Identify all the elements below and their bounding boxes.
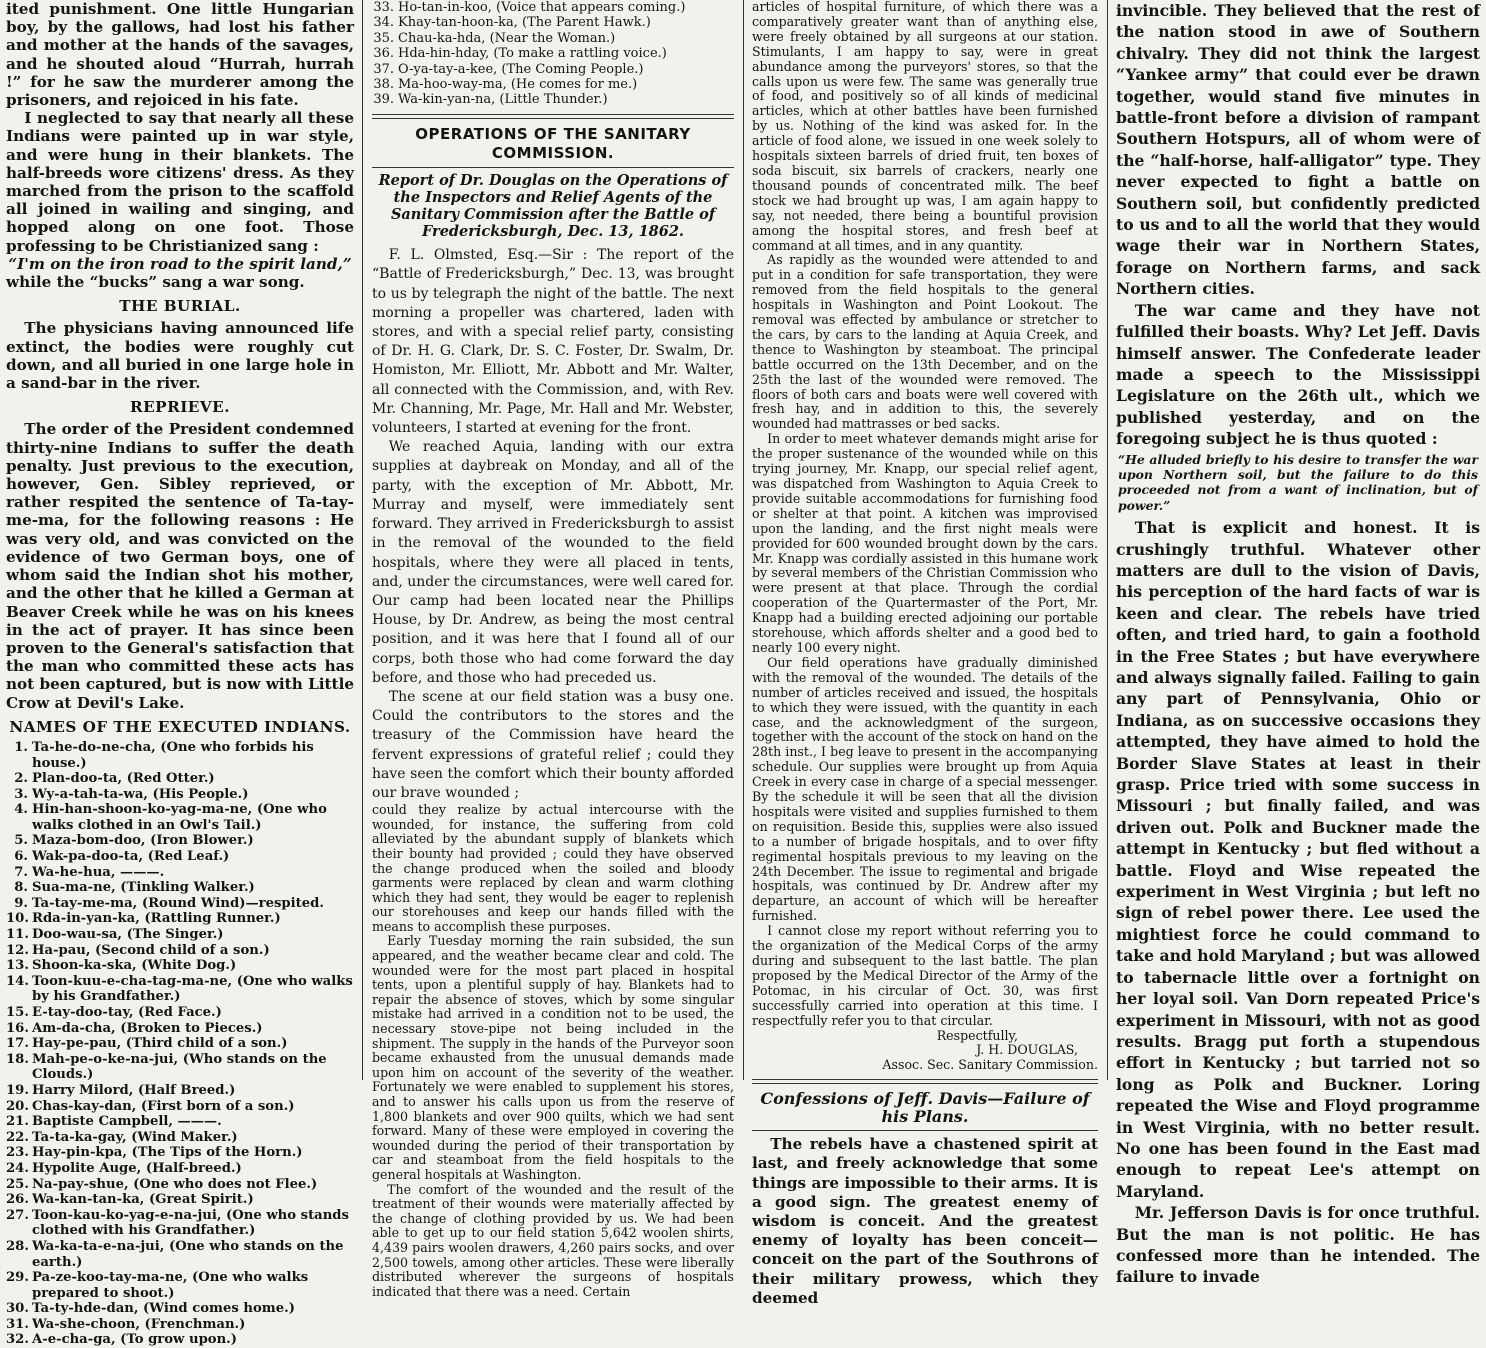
name-entry-text: Hay-pe-pau, (Third child of a son.) [32, 1036, 288, 1052]
name-entry-number: 18. [6, 1051, 29, 1067]
name-entry-number: 14. [6, 973, 29, 989]
name-entry [372, 62, 734, 77]
name-entry-text: Harry Milord, (Half Breed.) [32, 1082, 236, 1098]
name-entry-number: 36. [373, 46, 394, 62]
name-entry [6, 1052, 354, 1083]
name-entry [6, 958, 354, 974]
davis-text: The rebels have a chastened spirit at last, and freely acknowledge that some things are impossible to their arms. It is a good sign. The greatest enemy of wisdom is conceit. And the greatest enemy of loyalty has been conceit—conceit on the part of the Southrons of their military prowess, which they deemed [752, 1135, 1098, 1307]
signer: J. H. DOUGLAS, [976, 1042, 1078, 1058]
reprieve-heading: REPRIEVE. [129, 398, 231, 417]
name-entry [6, 787, 354, 803]
section-rule [752, 1130, 1098, 1131]
name-entry-text: Chau-ka-hda, (Near the Woman.) [398, 30, 616, 46]
name-entry-number: 4. [14, 802, 28, 818]
name-entry-text: Rda-in-yan-ka, (Rattling Runner.) [32, 911, 281, 927]
name-entry-number: 32. [6, 1332, 29, 1348]
name-entry-number: 1. [14, 739, 28, 755]
name-entry-number: 3. [14, 786, 28, 802]
name-entry [372, 92, 734, 107]
name-entry [6, 740, 354, 771]
name-entry-number: 35. [373, 30, 394, 46]
name-entry [6, 833, 354, 849]
name-entry-number: 5. [14, 833, 28, 849]
names-heading: NAMES OF THE EXECUTED INDIANS. [9, 717, 351, 736]
name-entry-text: Ta-he-do-ne-cha, (One who forbids his house.) [32, 739, 314, 771]
column-rule [362, 0, 363, 1080]
name-entry-number: 24. [6, 1160, 29, 1176]
name-entry-text: Shoon-ka-ska, (White Dog.) [32, 958, 237, 974]
name-entry-text: Ta-ty-hde-dan, (Wind comes home.) [32, 1301, 295, 1317]
name-entry-number: 20. [6, 1098, 29, 1114]
col1-song: “I'm on the iron road to the spirit land,” [8, 254, 352, 273]
section-rule [752, 1079, 1098, 1084]
name-entry-text: Ta-ta-ka-gay, (Wind Maker.) [32, 1129, 238, 1145]
name-entry-text: Maza-bom-doo, (Iron Blower.) [32, 833, 254, 849]
col1-song-after: while the “bucks” sang a war song. [6, 273, 305, 292]
name-entry [6, 1021, 354, 1037]
col1-paragraph-2: I neglected to say that nearly all these Indians were painted up in war style, and were hung in their blankets. The half-breeds wore citizens' dress. As they marched from the prison to the scaffold all joined in wailing and singing, and hopped along on one foot. Those professing to be Christianized sang : [6, 109, 354, 255]
name-entry [6, 1130, 354, 1146]
col2-small-paragraph-2: Early Tuesday morning the rain subsided, the sun appeared, and the weather became clear and cold. The wounded were for the most part placed in hospital tents, upon a plentiful supply of hay. Blankets had to repair the absence of stoves, which by some singular mistake had arrived in a condition not to be used, the necessary stove-pipe not being included in the shipment. The supply in the hands of the Purveyor soon became exhausted from the unusual demands made upon him on account of the severity of the weather. Fortunately we were enabled to supplement his stores, and to answer his calls upon us from the reserve of 1,800 blankets and over 900 quilts, which we had sent forward. Many of these were employed in covering the wounded during the period of their transportation by car and steamboat from the field hospitals to the general hospitals at Washington. [372, 933, 734, 1182]
name-entry [6, 1192, 354, 1208]
name-entry-number: 39. [373, 92, 394, 108]
col2-paragraph-2: We reached Aquia, landing with our extra supplies at daybreak on Monday, and all of the party, with the exception of Mr. Abbott, Mr. Murray and myself, were immediately sent forward. They arrived in Fredericksburgh to assist in the removal of the wounded to the field hospitals, where they were all placed in tents, and, under the circumstances, were well cared for. Our camp had been located near the Phillips House, by Dr. Andrew, as being the most central position, and it was here that I found all of our corps, both those who had come forward the day before, and those who had preceded us. [372, 439, 734, 686]
name-entry-text: Wa-ka-ta-e-na-jui, (One who stands on the earth.) [32, 1238, 344, 1270]
name-entry [6, 1161, 354, 1177]
name-entry-text: A-e-cha-ga, (To grow upon.) [32, 1332, 238, 1348]
name-entry [6, 771, 354, 787]
burial-text: The physicians having announced life extinct, the bodies were roughly cut down, and all buried in one large hole in a sand-bar in the river. [6, 319, 354, 393]
name-entry [6, 1145, 354, 1161]
name-entry-text: Khay-tan-hoon-ka, (The Parent Hawk.) [398, 15, 651, 31]
name-entry-text: Wa-kan-tan-ka, (Great Spirit.) [32, 1192, 254, 1208]
name-entry-number: 8. [14, 880, 28, 896]
name-entry-text: Baptiste Campbell, ———. [32, 1114, 222, 1130]
name-entry [372, 77, 734, 92]
name-entry-number: 29. [6, 1270, 29, 1286]
col2-paragraph-3: The scene at our field station was a busy one. Could the contributors to the stores and the treasury of the Commission have heard the fervent expressions of grateful relief ; could they have seen the comfort which their bounty afforded our brave wounded ; [372, 688, 734, 801]
name-entry [372, 31, 734, 46]
column-4 [1110, 0, 1486, 1287]
col4-paragraph-2: The war came and they have not fulfilled their boasts. Why? Let Jeff. Davis himself answer. The Confederate leader made a speech to the Mississippi Legislature on the 26th ult., which we published yesterday, and on the foregoing subject he is thus quoted : [1116, 300, 1480, 449]
name-entry [6, 1036, 354, 1052]
name-entry-number: 12. [6, 942, 29, 958]
name-entry-number: 10. [6, 911, 29, 927]
name-entry [6, 1177, 354, 1193]
col3-paragraph-5: I cannot close my report without referring you to the organization of the Medical Corps of the army during and subsequent to the last battle. The plan proposed by the Medical Director of the Army of the Potomac, in his circular of Oct. 30, was first successfully carried into operation at this time. I respectfully refer you to that circular. [752, 923, 1098, 1028]
burial-heading: THE BURIAL. [119, 297, 241, 316]
col3-paragraph-2: As rapidly as the wounded were attended to and put in a condition for safe transportation, they were removed from the field hospitals to the general hospitals in Washington and Point Lookout. The removal was effected by ambulance or stretcher to the cars, by cars to the landing at Aquia Creek, and thence to Washington by steamboat. The principal battle occurred on the 13th December, and on the 25th the last of the wounded were removed. The floors of both cars and boats were well covered with fresh hay, and in addition to this, the severely wounded had mattrasses or bed sacks. [752, 252, 1098, 432]
section-rule [372, 167, 734, 168]
name-entry [6, 1099, 354, 1115]
name-entry-text: Wa-kin-yan-na, (Little Thunder.) [398, 92, 608, 108]
davis-quote: “He alluded briefly to his desire to transfer the war upon Northern soil, but the failure to do this proceeded not from a want of inclination, but of power.” [1118, 451, 1478, 513]
col3-paragraph-3: In order to meet whatever demands might arise for the proper sustenance of the wounded while on this trying journey, Mr. Knapp, our special relief agent, was dispatched from Washington to Aquia Creek to provide suitable accommodations for furnishing food or shelter at that point. A kitchen was improvised upon the landing, and the first night meals were provided for 600 wounded brought down by the cars. Mr. Knapp was cordially assisted in this humane work by several members of the Christian Commission who were present at that place. Through the cordial cooperation of the Quartermaster of the Port, Mr. Knapp had a building erected adjoining our portable storehouse, which affords shelter and a good bed to nearly 100 every night. [752, 431, 1098, 655]
col4-paragraph-3: That is explicit and honest. It is crushingly truthful. Whatever other matters are dull to the vision of Davis, his perception of the hard facts of war is keen and clear. The rebels have tried often, and tried hard, to gain a foothold in the Free States ; but have everywhere and always signally failed. Failing to gain any part of Pennsylvania, Ohio or Indiana, as on successive occasions they attempted, they have aimed to hold the Border Slave States at least in their grasp. Price tried with some success in Missouri ; but finally failed, and was driven out. Polk and Buckner made the attempt in Kentucky ; but fled without a battle. Floyd and Wise repeated the experiment in West Virginia ; but left no sign of rebel power there. Lee used the mightiest force he could command to take and hold Maryland ; but was allowed to tabernacle little over a fortnight on her loyal soil. Van Dorn repeated Price's experiment in Missouri, with not as good results. Bragg put forth a stupendous effort in Kentucky ; but tarried not so long as Polk and Buckner. Loring repeated the Wise and Floyd programme in West Virginia, with no better result. No one has been found in the East mad enough to repeat Lee's attempt on Maryland. [1116, 518, 1480, 1201]
name-entry-text: Ta-tay-me-ma, (Round Wind)—respited. [32, 895, 324, 911]
name-entry [6, 865, 354, 881]
name-entry-text: Chas-kay-dan, (First born of a son.) [32, 1098, 295, 1114]
name-entry-text: Hin-han-shoon-ko-yag-ma-ne, (One who walks clothed in an Owl's Tail.) [32, 802, 327, 833]
name-entry-text: Ha-pau, (Second child of a son.) [32, 942, 270, 958]
name-entry-number: 31. [6, 1316, 29, 1332]
name-entry [6, 1332, 354, 1348]
executed-names-list-continued [372, 0, 734, 108]
name-entry-text: O-ya-tay-a-kee, (The Coming People.) [398, 61, 644, 77]
name-entry-text: E-tay-doo-tay, (Red Face.) [32, 1005, 222, 1021]
name-entry [6, 1301, 354, 1317]
name-entry-text: Hypolite Auge, (Half-breed.) [32, 1160, 242, 1176]
name-entry-text: Plan-doo-ta, (Red Otter.) [32, 771, 215, 787]
name-entry-number: 21. [6, 1114, 29, 1130]
name-entry-text: Sua-ma-ne, (Tinkling Walker.) [32, 880, 255, 896]
name-entry-text: Toon-kuu-e-cha-tag-ma-ne, (One who walks by his Grandfather.) [32, 973, 353, 1005]
reprieve-text: The order of the President condemned thirty-nine Indians to suffer the death penalty. Just previous to the execution, however, Gen. Sibley reprieved, or rather respited the sentence of Ta-tay-me-ma, for the following reasons : He was very old, and was convicted on the evidence of two German boys, one of whom said the Indian shot his mother, and the other that he killed a German at Beaver Creek while he was on his knees in the act of prayer. It has since been proven to the General's satisfaction that the man who committed these acts has not been captured, but is now with Little Crow at Devil's Lake. [6, 420, 354, 712]
name-entry-text: Hay-pin-kpa, (The Tips of the Horn.) [32, 1145, 303, 1161]
column-2 [366, 0, 740, 1299]
column-rule [1107, 0, 1108, 1080]
name-entry [6, 1083, 354, 1099]
name-entry-number: 26. [6, 1192, 29, 1208]
name-entry-number: 13. [6, 958, 29, 974]
col2-paragraph-1: F. L. Olmsted, Esq.—Sir : The report of the “Battle of Fredericksburgh,” Dec. 13, was brought to us by telegraph the night of the battle. The next morning a propeller was chartered, laden with stores, and with a special relief party, consisting of Dr. H. G. Clark, Dr. S. C. Foster, Dr. Swalm, Dr. Homiston, Mr. Elliott, Mr. Abbott and Mr. Walter, all connected with the Commission, and, with Rev. Mr. Channing, Mr. Page, Mr. Hall and Mr. Webster, volunteers, I started at evening for the front. [372, 247, 734, 437]
name-entry [6, 1005, 354, 1021]
name-entry-number: 22. [6, 1129, 29, 1145]
name-entry-number: 33. [373, 0, 394, 15]
name-entry-text: Na-pay-shue, (One who does not Flee.) [32, 1176, 318, 1192]
name-entry-text: Toon-kau-ko-yag-e-na-jui, (One who stands clothed with his Grandfather.) [32, 1207, 349, 1239]
col2-small-paragraph-1: could they realize by actual intercourse with the wounded, for instance, the suffering from cold alleviated by the abundant supply of blankets which their bounty had provided ; could they have observed the change produced when the soiled and bloody garments were replaced by clean and warm clothing which they had sent, they would be eager to replenish our storehouses and keep our hands filled with the means to accomplish these purposes. [372, 802, 734, 934]
name-entry-text: Wy-a-tah-ta-wa, (His People.) [32, 786, 249, 802]
executed-names-list [6, 740, 354, 1348]
section-rule [372, 114, 734, 119]
col1-paragraph-1: ited punishment. One little Hungarian boy, by the gallows, had lost his father and mother at the hands of the savages, and he shouted aloud “Hurrah, hurrah !” for he saw the murderer among the prisoners, and rejoiced in his fate. [6, 0, 354, 110]
name-entry [6, 1270, 354, 1301]
col4-paragraph-4: Mr. Jefferson Davis is for once truthful. But the man is not politic. He has confessed more than he intended. The failure to invade [1116, 1203, 1480, 1287]
name-entry-number: 11. [6, 927, 29, 943]
name-entry [6, 1239, 354, 1270]
column-3 [746, 0, 1104, 1307]
name-entry-number: 2. [14, 771, 28, 787]
col3-paragraph-1: articles of hospital furniture, of which there was a comparatively greater want than of anything else, were freely obtained by all surgeons at our station. Stimulants, I am happy to say, were in great abundance among the purveyors' stores, so that the calls upon us were few. The same was generally true of food, and positively so of all kinds of medicinal articles, which at other battles have been furnished by us. Nothing of the kind was asked for. In the article of food alone, we issued in one week solely to hospitals sixteen barrels of dried fruit, ten boxes of soda biscuit, six barrels of crackers, nearly one thousand pounds of concentrated milk. The beef stock we had brought up was, I am again happy to say, not needed, there being a bountiful provision among the hospital stores, and fresh beef at command at all times, and in any quantity. [752, 0, 1098, 253]
name-entry-number: 37. [373, 61, 394, 77]
name-entry-number: 25. [6, 1176, 29, 1192]
column-rule [743, 0, 744, 1080]
name-entry [372, 0, 734, 15]
name-entry-number: 23. [6, 1145, 29, 1161]
davis-heading: Confessions of Jeff. Davis—Failure of his Plans. [760, 1089, 1090, 1127]
name-entry [6, 1317, 354, 1333]
name-entry-number: 38. [373, 77, 394, 93]
name-entry-number: 28. [6, 1238, 29, 1254]
name-entry [372, 46, 734, 61]
closing: Respectfully, [936, 1027, 1018, 1043]
name-entry-text: Ma-hoo-way-ma, (He comes for me.) [398, 77, 638, 93]
name-entry [6, 880, 354, 896]
name-entry-text: Mah-pe-o-ke-na-jui, (Who stands on the Clouds.) [32, 1051, 327, 1083]
name-entry-text: Wak-pa-doo-ta, (Red Leaf.) [32, 849, 230, 865]
name-entry-text: Pa-ze-koo-tay-ma-ne, (One who walks prepared to shoot.) [32, 1270, 309, 1301]
name-entry [6, 911, 354, 927]
name-entry-number: 34. [373, 15, 394, 31]
signer-title: Assoc. Sec. Sanitary Commission. [882, 1057, 1098, 1073]
name-entry [6, 1114, 354, 1130]
name-entry-number: 27. [6, 1207, 29, 1223]
name-entry-text: Ho-tan-in-koo, (Voice that appears coming.) [398, 0, 686, 15]
name-entry-number: 6. [14, 849, 28, 865]
name-entry-number: 9. [14, 895, 28, 911]
name-entry-text: Wa-she-choon, (Frenchman.) [32, 1316, 246, 1332]
col4-paragraph-1: invincible. They believed that the rest of the nation stood in awe of Southern chivalry. They did not think the largest “Yankee army” that could ever be drawn together, would stand five minutes in battle-front before a division of rampant Southern Hotspurs, all of whom were of the “half-horse, half-alligator” type. They never expected to fight a battle on Southern soil, but confidently predicted to us and to all the world that they would wage their war in Northern States, forage on Northern farms, and sack Northern cities. [1116, 1, 1480, 299]
col3-paragraph-4: Our field operations have gradually diminished with the removal of the wounded. The details of the number of articles received and issued, the hospitals to which they were issued, with the quantity in each case, and the acknowledgment of the surgeon, together with the account of the stock on hand on the 28th inst., I beg leave to present in the accompanying schedule. Our supplies were brought up from Aquia Creek in every case in charge of a special messenger. By the schedule it will be seen that all the division hospitals were visited and supplies furnished to them on requisition. Beside this, supplies were also issued to a number of brigade hospitals, and to over fifty regimental hospitals previous to my leaving on the 24th December. The issue to regimental and brigade hospitals, was continued by Dr. Andrew after my departure, an account of which will be hereafter furnished. [752, 654, 1098, 924]
name-entry-text: Am-da-cha, (Broken to Pieces.) [32, 1020, 263, 1036]
name-entry-number: 17. [6, 1036, 29, 1052]
name-entry-number: 19. [6, 1082, 29, 1098]
name-entry [6, 943, 354, 959]
name-entry-number: 7. [14, 864, 28, 880]
name-entry-text: Doo-wau-sa, (The Singer.) [32, 927, 224, 943]
name-entry-text: Wa-he-hua, ———. [32, 864, 165, 880]
name-entry [6, 849, 354, 865]
name-entry-number: 15. [6, 1005, 29, 1021]
report-title: Report of Dr. Douglas on the Operations of the Inspectors and Relief Agents of the Sanitary Commission after the Battle of Fredericksburgh, Dec. 13, 1862. [378, 172, 728, 241]
col2-small-paragraph-3: The comfort of the wounded and the result of the treatment of their wounds were materially affected by the change of clothing provided by us. We had been able to get up to our field station 5,642 woolen shirts, 4,439 pairs woolen drawers, 4,260 pairs socks, and over 2,500 towels, among other articles. These were liberally distributed wherever the surgeons of hospitals indicated that there was a need. Certain [372, 1181, 734, 1299]
name-entry [6, 802, 354, 833]
name-entry [6, 1208, 354, 1239]
sanitary-heading: OPERATIONS OF THE SANITARY COMMISSION. [415, 124, 691, 163]
column-1 [0, 0, 360, 1348]
name-entry-number: 16. [6, 1020, 29, 1036]
name-entry-text: Hda-hin-hday, (To make a rattling voice.) [398, 46, 667, 62]
name-entry [6, 927, 354, 943]
name-entry [6, 896, 354, 912]
name-entry [372, 15, 734, 30]
name-entry-number: 30. [6, 1301, 29, 1317]
name-entry [6, 974, 354, 1005]
